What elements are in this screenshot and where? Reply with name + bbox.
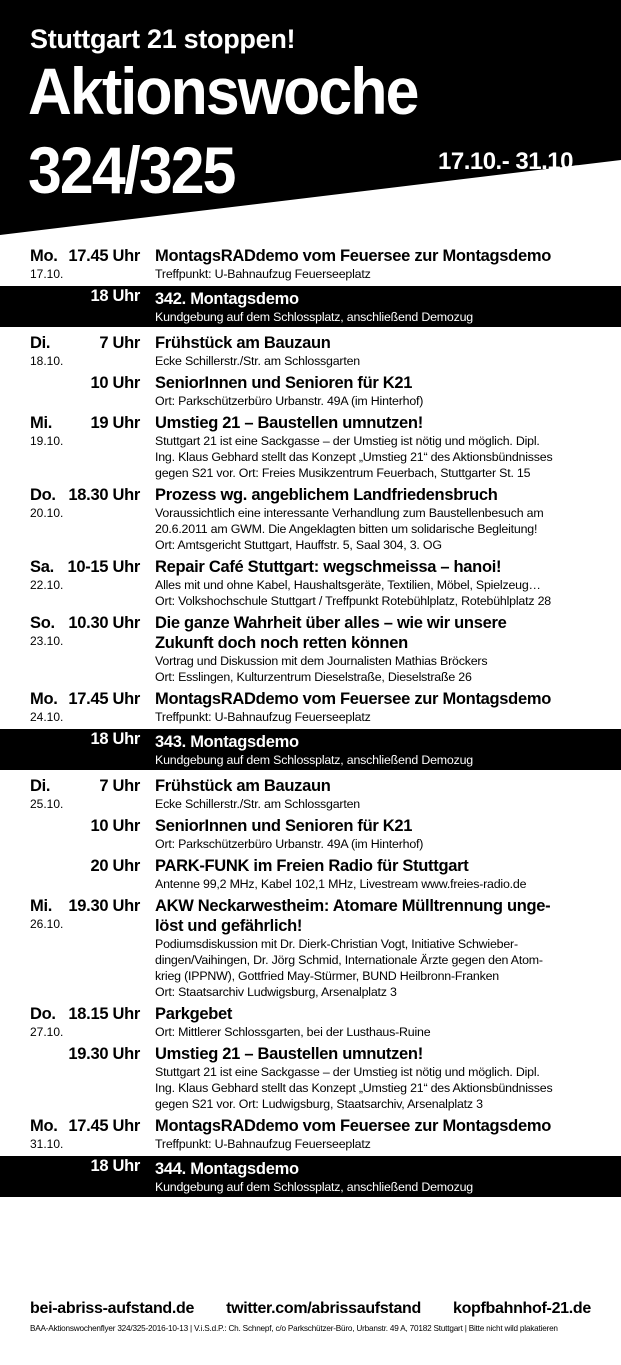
event-row	[0, 856, 621, 892]
event-description: Treffpunkt: U-Bahnaufzug Feuerseeplatz	[155, 710, 371, 724]
event-row	[0, 613, 621, 685]
event-description: Ort: Parkschützerbüro Urbanstr. 49A (im Hinterhof)	[155, 394, 424, 408]
event-title: Zukunft doch noch retten können	[155, 634, 408, 652]
event-title: 343. Montagsdemo	[155, 733, 299, 751]
event-content	[155, 613, 595, 685]
event-row	[0, 689, 621, 725]
event-content	[155, 246, 595, 282]
event-time: 18 Uhr	[90, 730, 140, 748]
event-row-highlight	[0, 286, 621, 327]
event-description: Kundgebung auf dem Schlossplatz, anschließend Demozug	[155, 753, 473, 767]
event-content	[155, 413, 595, 481]
event-row	[0, 333, 621, 369]
event-title: Die ganze Wahrheit über alles – wie wir unsere	[155, 614, 507, 632]
event-content	[155, 1116, 595, 1152]
event-time: 10 Uhr	[90, 374, 140, 392]
event-description: Kundgebung auf dem Schlossplatz, anschließend Demozug	[155, 1180, 473, 1194]
event-day: Mo.	[30, 690, 58, 708]
event-day: Do.	[30, 1005, 56, 1023]
event-content	[155, 373, 595, 409]
event-title: Frühstück am Bauzaun	[155, 777, 331, 795]
event-day: Mo.	[30, 1117, 58, 1135]
event-date: 24.10.	[30, 710, 64, 724]
event-content	[155, 289, 595, 325]
page-title: Aktionswoche	[28, 54, 418, 128]
event-title: Umstieg 21 – Baustellen umnutzen!	[155, 1045, 423, 1063]
event-row-highlight	[0, 1156, 621, 1197]
event-description: Ort: Volkshochschule Stuttgart / Treffpunkt Rotebühlplatz, Rotebühlplatz 28	[155, 594, 551, 608]
week-number: 324/325	[28, 133, 235, 207]
imprint: BAA-Aktionswochenflyer 324/325-2016-10-13 | V.i.S.d.P.: Ch. Schnepf, c/o Parkschützer-Büro, Urbanstr. 49 A, 70182 Stuttgart | Bitte nicht wild plakatieren	[30, 1324, 558, 1333]
event-title: löst und gefährlich!	[155, 917, 303, 935]
event-content	[155, 1044, 595, 1112]
event-row	[0, 1044, 621, 1112]
event-title: Umstieg 21 – Baustellen umnutzen!	[155, 414, 423, 432]
event-description: Treffpunkt: U-Bahnaufzug Feuerseeplatz	[155, 1137, 371, 1151]
event-title: MontagsRADdemo vom Feuersee zur Montagsdemo	[155, 247, 551, 265]
event-title: 342. Montagsdemo	[155, 290, 299, 308]
event-row	[0, 1004, 621, 1040]
footer-links	[30, 1300, 591, 1318]
event-row	[0, 1116, 621, 1152]
event-day: Do.	[30, 486, 56, 504]
event-description: gegen S21 vor. Ort: Freies Musikzentrum Feuerbach, Stuttgarter St. 15	[155, 466, 531, 480]
event-row	[0, 776, 621, 812]
event-date: 25.10.	[30, 797, 64, 811]
event-title: 344. Montagsdemo	[155, 1160, 299, 1178]
event-description: Vortrag und Diskussion mit dem Journalisten Mathias Bröckers	[155, 654, 488, 668]
event-description: Treffpunkt: U-Bahnaufzug Feuerseeplatz	[155, 267, 371, 281]
event-title: Repair Café Stuttgart: wegschmeissa – hanoi!	[155, 558, 502, 576]
event-time: 17.45 Uhr	[68, 1117, 140, 1135]
event-time: 17.45 Uhr	[68, 690, 140, 708]
event-content	[155, 732, 595, 768]
event-time: 18 Uhr	[90, 1157, 140, 1175]
event-row	[0, 373, 621, 409]
event-day: Mi.	[30, 414, 53, 432]
event-date: 22.10.	[30, 578, 64, 592]
event-time: 18.15 Uhr	[68, 1005, 140, 1023]
event-date: 23.10.	[30, 634, 64, 648]
event-description: Kundgebung auf dem Schlossplatz, anschließend Demozug	[155, 310, 473, 324]
event-content	[155, 333, 595, 369]
event-description: krieg (IPPNW), Gottfried May-Stürmer, BUND Heilbronn-Franken	[155, 969, 499, 983]
footer-link-twitter[interactable]: twitter.com/abrissaufstand	[226, 1300, 421, 1317]
event-content	[155, 816, 595, 852]
event-date: 31.10.	[30, 1137, 64, 1151]
event-day: So.	[30, 614, 55, 632]
event-description: dingen/Vaihingen, Dr. Jörg Schmid, Internationale Ärzte gegen den Atom-	[155, 953, 543, 967]
event-day: Mi.	[30, 897, 53, 915]
event-time: 17.45 Uhr	[68, 247, 140, 265]
event-row	[0, 557, 621, 609]
event-row	[0, 816, 621, 852]
event-row	[0, 246, 621, 282]
event-time: 10.30 Uhr	[68, 614, 140, 632]
event-description: Ing. Klaus Gebhard stellt das Konzept „Umstieg 21“ des Aktionsbündnisses	[155, 1081, 553, 1095]
event-time: 19 Uhr	[90, 414, 140, 432]
event-description: gegen S21 vor. Ort: Ludwigsburg, Staatsarchiv, Arsenalplatz 3	[155, 1097, 483, 1111]
event-description: Ort: Parkschützerbüro Urbanstr. 49A (im Hinterhof)	[155, 837, 424, 851]
event-description: Stuttgart 21 ist eine Sackgasse – der Umstieg ist nötig und möglich. Dipl.	[155, 434, 540, 448]
event-content	[155, 689, 595, 725]
header-top-line: Stuttgart 21 stoppen!	[30, 24, 296, 54]
event-day: Sa.	[30, 558, 54, 576]
event-date: 19.10.	[30, 434, 64, 448]
event-day: Mo.	[30, 247, 58, 265]
event-title: SeniorInnen und Senioren für K21	[155, 374, 413, 392]
event-title: SeniorInnen und Senioren für K21	[155, 817, 413, 835]
event-day: Di.	[30, 777, 51, 795]
event-title: Parkgebet	[155, 1005, 233, 1023]
event-description: Ort: Esslingen, Kulturzentrum Dieselstraße, Dieselstraße 26	[155, 670, 472, 684]
event-time: 19.30 Uhr	[68, 897, 140, 915]
event-title: MontagsRADdemo vom Feuersee zur Montagsdemo	[155, 690, 551, 708]
event-date: 18.10.	[30, 354, 64, 368]
event-date: 17.10.	[30, 267, 64, 281]
event-row	[0, 485, 621, 553]
event-description: Ecke Schillerstr./Str. am Schlossgarten	[155, 354, 360, 368]
event-content	[155, 776, 595, 812]
event-description: Alles mit und ohne Kabel, Haushaltsgeräte, Textilien, Möbel, Spielzeug…	[155, 578, 541, 592]
event-content	[155, 1159, 595, 1195]
event-title: PARK-FUNK im Freien Radio für Stuttgart	[155, 857, 469, 875]
event-time: 10 Uhr	[90, 817, 140, 835]
event-time: 19.30 Uhr	[68, 1045, 140, 1063]
footer-link-website[interactable]: bei-abriss-aufstand.de	[30, 1300, 195, 1317]
event-content	[155, 1004, 595, 1040]
event-content	[155, 896, 595, 1000]
event-description: Podiumsdiskussion mit Dr. Dierk-Christian Vogt, Initiative Schwieber-	[155, 937, 518, 951]
event-time: 10-15 Uhr	[67, 558, 140, 576]
event-description: Ing. Klaus Gebhard stellt das Konzept „Umstieg 21“ des Aktionsbündnisses	[155, 450, 553, 464]
event-description: Ort: Mittlerer Schlossgarten, bei der Lusthaus-Ruine	[155, 1025, 431, 1039]
event-content	[155, 557, 595, 609]
event-description: Ort: Staatsarchiv Ludwigsburg, Arsenalplatz 3	[155, 985, 397, 999]
event-time: 18 Uhr	[90, 287, 140, 305]
event-content	[155, 485, 595, 553]
event-time: 7 Uhr	[99, 334, 140, 352]
event-date: 26.10.	[30, 917, 64, 931]
event-description: Stuttgart 21 ist eine Sackgasse – der Umstieg ist nötig und möglich. Dipl.	[155, 1065, 540, 1079]
event-date: 20.10.	[30, 506, 64, 520]
event-content	[155, 856, 595, 892]
event-title: Prozess wg. angeblichem Landfriedensbruch	[155, 486, 498, 504]
event-time: 18.30 Uhr	[68, 486, 140, 504]
event-row	[0, 896, 621, 1000]
event-title: MontagsRADdemo vom Feuersee zur Montagsdemo	[155, 1117, 551, 1135]
event-title: AKW Neckarwestheim: Atomare Mülltrennung unge-	[155, 897, 551, 915]
event-time: 7 Uhr	[99, 777, 140, 795]
event-description: Ecke Schillerstr./Str. am Schlossgarten	[155, 797, 360, 811]
event-time: 20 Uhr	[90, 857, 140, 875]
event-description: Ort: Amtsgericht Stuttgart, Hauffstr. 5, Saal 304, 3. OG	[155, 538, 442, 552]
event-description: Antenne 99,2 MHz, Kabel 102,1 MHz, Livestream www.freies-radio.de	[155, 877, 527, 891]
event-day: Di.	[30, 334, 51, 352]
event-description: Voraussichtlich eine interessante Verhandlung zum Baustellenbesuch am	[155, 506, 544, 520]
event-title: Frühstück am Bauzaun	[155, 334, 331, 352]
period-dates: 17.10.- 31.10.	[438, 148, 580, 175]
event-list	[0, 246, 621, 1203]
footer-link-kopfbahnhof[interactable]: kopfbahnhof-21.de	[452, 1300, 591, 1317]
event-row	[0, 413, 621, 481]
event-description: 20.6.2011 am GWM. Die Angeklagten bitten um solidarische Begleitung!	[155, 522, 538, 536]
event-row-highlight	[0, 729, 621, 770]
event-date: 27.10.	[30, 1025, 64, 1039]
